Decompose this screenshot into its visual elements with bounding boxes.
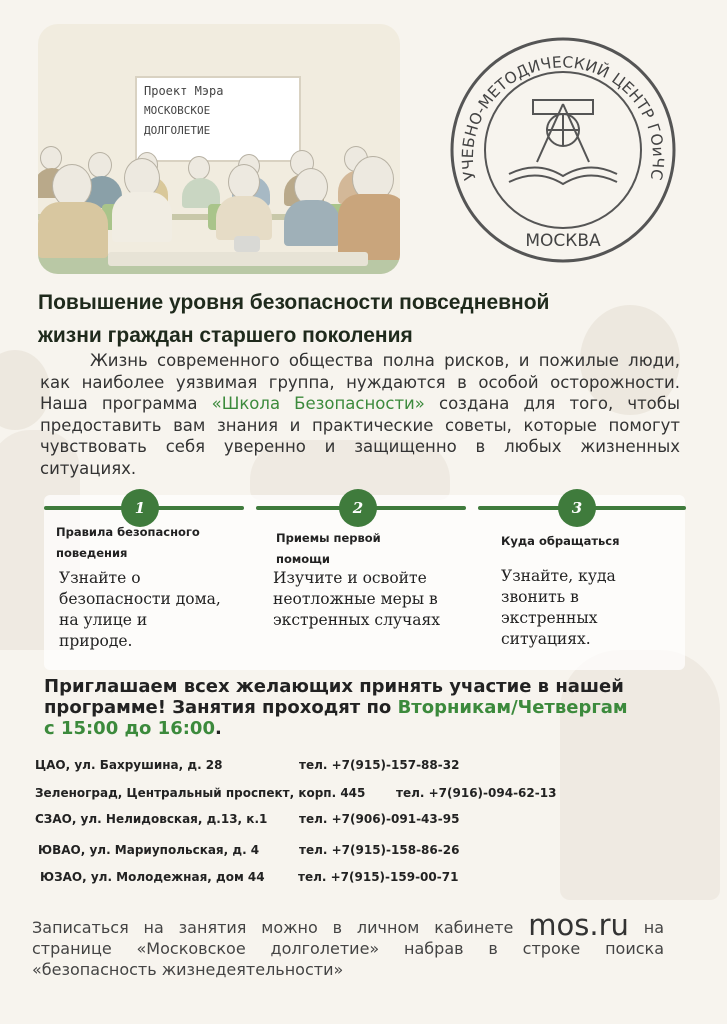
step-3-text: Узнайте, куда звонить в экстренных ситуациях. bbox=[501, 567, 616, 648]
invitation-line-3 bbox=[44, 718, 694, 739]
audience-torso bbox=[338, 194, 400, 260]
invitation-line-2 bbox=[44, 697, 694, 718]
whiteboard bbox=[135, 76, 301, 162]
intro-text-start: Жизнь современного общества полна рисков, и пожилые люди, как наиболее уязвимая группа, нуждаются в особой осторожности. Наша программа bbox=[40, 351, 680, 413]
registration-text-start: Записаться на занятия можно в личном кабинете bbox=[32, 918, 529, 937]
audience-torso bbox=[38, 202, 108, 258]
audience-torso bbox=[216, 196, 272, 240]
location-address-3: СЗАО, ул. Нелидовская, д.13, к.1 bbox=[35, 812, 268, 826]
invitation-line-1: Приглашаем всех желающих принять участие в нашей bbox=[44, 676, 624, 697]
step-3-title: Куда обращаться bbox=[501, 534, 620, 548]
audience-torso bbox=[284, 200, 340, 246]
step-2-text: Изучите и освойте неотложные меры в экстренных случаях bbox=[273, 569, 441, 629]
location-phone-4[interactable]: тел. +7(915)-158-86-26 bbox=[299, 843, 460, 857]
training-center-emblem bbox=[447, 34, 679, 266]
audience-head bbox=[88, 152, 112, 178]
intro-paragraph bbox=[40, 350, 680, 479]
step-3-number: 3 bbox=[558, 489, 596, 527]
location-phone-5[interactable]: тел. +7(915)-159-00-71 bbox=[298, 870, 459, 884]
location-address-2: Зеленоград, Центральный проспект, корп. 445 bbox=[35, 786, 366, 800]
location-address-5: ЮЗАО, ул. Молодежная, дом 44 bbox=[40, 870, 265, 884]
mos-ru-link[interactable]: mos.ru bbox=[528, 908, 629, 942]
title-line-2: жизни граждан старшего поколения bbox=[38, 324, 413, 347]
location-phone-1[interactable]: тел. +7(915)-157-88-32 bbox=[299, 758, 460, 772]
board-line-2: МОСКОВСКОЕ bbox=[144, 104, 211, 117]
intro-text-end: создана для того, чтобы предоставить вам знания и практические советы, которые помогут чувствовать себя уверенно и защищенно в любых жизненных ситуациях. bbox=[40, 394, 680, 478]
invitation-text: программе! Занятия проходят по bbox=[44, 697, 398, 718]
step-1-number: 1 bbox=[121, 489, 159, 527]
registration-info bbox=[32, 908, 664, 980]
step-2-title: Приемы первой помощи bbox=[276, 531, 381, 566]
step-1-title: Правила безопасного поведения bbox=[56, 525, 200, 560]
audience-torso bbox=[112, 192, 172, 242]
location-address-1: ЦАО, ул. Бахрушина, д. 28 bbox=[35, 758, 223, 772]
page-title bbox=[38, 286, 678, 352]
board-line-3: ДОЛГОЛЕТИЕ bbox=[144, 124, 211, 137]
emblem-arc-text: УЧЕБНО-МЕТОДИЧЕСКИЙ ЦЕНТР ГОиЧС bbox=[458, 53, 668, 182]
emblem-city: МОСКВА bbox=[525, 231, 601, 251]
location-phone-2[interactable]: тел. +7(916)-094-62-13 bbox=[396, 786, 557, 800]
location-address-4: ЮВАО, ул. Мариупольская, д. 4 bbox=[38, 843, 260, 857]
invitation-period: . bbox=[214, 718, 222, 739]
step-2-number: 2 bbox=[339, 489, 377, 527]
front-desk bbox=[108, 252, 368, 266]
location-phone-3[interactable]: тел. +7(906)-091-43-95 bbox=[299, 812, 460, 826]
classroom-illustration bbox=[38, 24, 400, 274]
program-name: «Школа Безопасности» bbox=[211, 394, 425, 413]
step-1-text: Узнайте о безопасности дома, на улице и природе. bbox=[59, 569, 221, 650]
title-line-1: Повышение уровня безопасности повседневной bbox=[38, 291, 550, 314]
smart-speaker bbox=[234, 236, 260, 252]
class-days: Вторникам/Четвергам bbox=[397, 697, 628, 718]
class-time: с 15:00 до 16:00 bbox=[44, 718, 215, 739]
audience-head bbox=[228, 164, 260, 200]
board-line-1: Проект Мэра bbox=[144, 84, 224, 98]
registration-text-end: на странице «Московское долголетие» набрав в строке поиска «безопасность жизнедеятельности» bbox=[32, 918, 664, 979]
audience-head bbox=[188, 156, 210, 180]
invitation bbox=[44, 676, 694, 739]
audience-head bbox=[40, 146, 62, 170]
emblem-mark bbox=[509, 100, 617, 184]
